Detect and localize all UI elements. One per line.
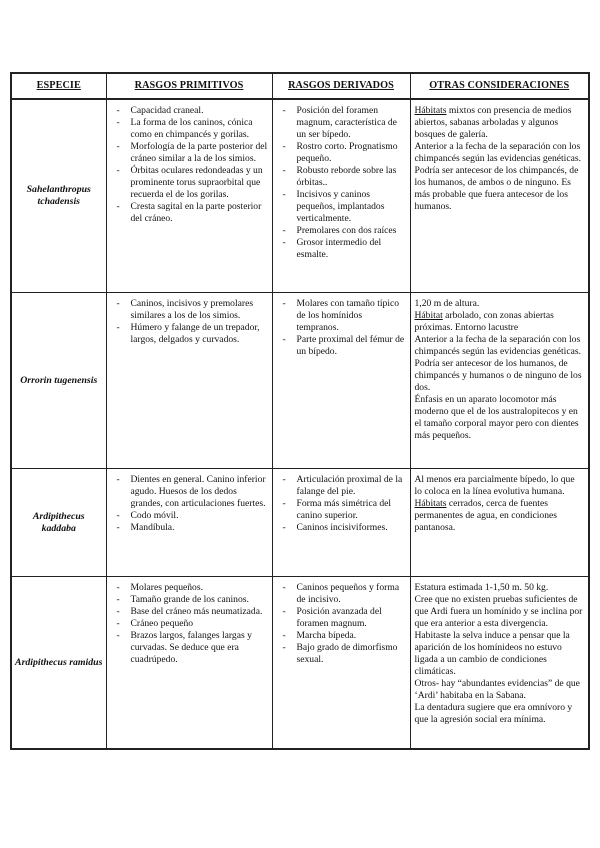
consideration-text: Podría ser antecesor de los humanos, de chimpancés y humanos o de ninguno de los dos. <box>414 358 582 393</box>
consideration-text: Cree que no existen pruebas suficientes de que Ardi fuera un homínido y se inclina por que era anterior a esta divergencia. <box>414 594 583 629</box>
consideration-paragraph <box>415 594 585 630</box>
consideration-paragraph <box>415 334 585 358</box>
table-row <box>11 293 589 469</box>
underlined-term: Hábitat <box>414 310 443 321</box>
list-item: - Caninos pequeños y forma de incisivo. <box>277 582 406 606</box>
primitive-traits-list <box>111 582 268 666</box>
species-name: Orrorin tugenensis <box>11 293 106 469</box>
underlined-term: Hábitats <box>414 105 447 116</box>
list-item: - Grosor intermedio del esmalte. <box>277 237 406 261</box>
list-item: - Dientes en general. Canino inferior agudo. Huesos de los dedos grandes, con articulaciones fuertes. <box>111 474 268 510</box>
list-item: - Articulación proximal de la falange del pie. <box>277 474 406 498</box>
species-name: Ardipithecus ramidus <box>11 577 106 750</box>
list-item: - La forma de los caninos, cónica como en chimpancés y gorilas. <box>111 117 268 141</box>
list-item: - Morfología de la parte posterior del cráneo similar a la de los simios. <box>111 141 268 165</box>
consideration-text: Énfasis en un aparato locomotor más moderno que el de los australopitecos y en el tamaño corporal mayor pero con dientes más pequeños. <box>414 394 579 441</box>
consideration-text: Al menos era parcialmente bípedo, lo que lo coloca en la línea evolutiva humana. <box>414 474 575 497</box>
header-rasgos-primitivos: RASGOS PRIMITIVOS <box>106 73 272 99</box>
list-item: - Tamaño grande de los caninos. <box>111 594 268 606</box>
consideration-text: Podría ser antecesor de los chimpancés, de los humanos, de ambos o de ninguno. Es más probable que fuera antecesor de los humanos. <box>414 165 579 212</box>
derived-traits-cell <box>272 577 410 750</box>
consideration-paragraph <box>415 394 585 442</box>
primitive-traits-cell <box>106 577 272 750</box>
primitive-traits-list <box>111 105 268 225</box>
consideration-text: Estatura estimada 1-1,50 m. 50 kg. <box>414 582 549 593</box>
derived-traits-cell <box>272 293 410 469</box>
list-item: - Rostro corto. Prognatismo pequeño. <box>277 141 406 165</box>
considerations-cell <box>410 99 589 293</box>
consideration-paragraph <box>415 105 585 141</box>
primitive-traits-cell <box>106 99 272 293</box>
species-name: Sahelanthropus tchadensis <box>11 99 106 293</box>
consideration-text: Habitaste la selva induce a pensar que la aparición de los homínideos no estuvo ligada a un cambio de condiciones climáticas. <box>414 630 570 677</box>
list-item: - Parte proximal del fémur de un bípedo. <box>277 334 406 358</box>
consideration-paragraph <box>415 498 585 534</box>
consideration-paragraph <box>415 702 585 726</box>
underlined-term: Hábitats <box>414 498 447 509</box>
list-item: - Húmero y falange de un trepador, largos, delgados y curvados. <box>111 322 268 346</box>
species-name: Ardipithecus kaddaba <box>11 469 106 577</box>
derived-traits-cell <box>272 469 410 577</box>
consideration-text: arbolado, con zonas abiertas próximas. Entorno lacustre <box>414 310 554 333</box>
considerations-cell <box>410 577 589 750</box>
consideration-paragraph <box>415 358 585 394</box>
consideration-paragraph <box>415 582 585 594</box>
consideration-paragraph <box>415 310 585 334</box>
table-header-row <box>11 73 589 99</box>
consideration-text: 1,20 m de altura. <box>414 298 480 309</box>
list-item: - Cresta sagital en la parte posterior del cráneo. <box>111 201 268 225</box>
list-item: - Base del cráneo más neumatizada. <box>111 606 268 618</box>
list-item: - Marcha bípeda. <box>277 630 406 642</box>
list-item: - Molares pequeños. <box>111 582 268 594</box>
table-body <box>11 99 589 749</box>
derived-traits-list <box>277 298 406 358</box>
consideration-paragraph <box>415 298 585 310</box>
species-comparison-document <box>10 72 588 750</box>
primitive-traits-list <box>111 474 268 534</box>
consideration-paragraph <box>415 630 585 678</box>
table-row <box>11 99 589 293</box>
list-item: - Caninos, incisivos y premolares similares a los de los simios. <box>111 298 268 322</box>
header-rasgos-derivados: RASGOS DERIVADOS <box>272 73 410 99</box>
list-item: - Capacidad craneal. <box>111 105 268 117</box>
consideration-paragraph <box>415 141 585 165</box>
list-item: - Bajo grado de dimorfismo sexual. <box>277 642 406 666</box>
list-item: - Robusto reborde sobre las órbitas.. <box>277 165 406 189</box>
table-row <box>11 577 589 750</box>
list-item: - Posición del foramen magnum, característica de un ser bípedo. <box>277 105 406 141</box>
consideration-text: Anterior a la fecha de la separación con los chimpancés según las evidencias genéticas. <box>414 141 581 164</box>
list-item: - Brazos largos, falanges largas y curvadas. Se deduce que era cuadrúpedo. <box>111 630 268 666</box>
consideration-text: mixtos con presencia de medios abiertos, sabanas arboladas y algunos bosques de galería. <box>414 105 572 140</box>
derived-traits-list <box>277 474 406 534</box>
consideration-text: La dentadura sugiere que era omnívoro y que la agresión social era mínima. <box>414 702 573 725</box>
considerations-cell <box>410 469 589 577</box>
list-item: - Caninos incisiviformes. <box>277 522 406 534</box>
considerations-cell <box>410 293 589 469</box>
list-item: - Codo móvil. <box>111 510 268 522</box>
list-item: - Mandíbula. <box>111 522 268 534</box>
primitive-traits-cell <box>106 469 272 577</box>
consideration-text: Otros- hay “abundantes evidencias” de que ‘Ardi’ habitaba en la Sabana. <box>414 678 580 701</box>
consideration-text: Anterior a la fecha de la separación con los chimpancés según las evidencias genéticas. <box>414 334 581 357</box>
primitive-traits-cell <box>106 293 272 469</box>
species-traits-table <box>10 72 590 750</box>
header-especie: ESPECIE <box>11 73 106 99</box>
consideration-paragraph <box>415 678 585 702</box>
list-item: - Órbitas oculares redondeadas y un prominente torus supraorbital que recuerda el de los gorilas. <box>111 165 268 201</box>
derived-traits-list <box>277 582 406 666</box>
consideration-paragraph <box>415 474 585 498</box>
list-item: - Forma más simétrica del canino superior. <box>277 498 406 522</box>
consideration-text: cerrados, cerca de fuentes permanentes de agua, en condiciones pantanosa. <box>414 498 558 533</box>
list-item: - Molares con tamaño típico de los homínidos tempranos. <box>277 298 406 334</box>
derived-traits-list <box>277 105 406 261</box>
header-otras-consideraciones: OTRAS CONSIDERACIONES <box>410 73 589 99</box>
list-item: - Premolares con dos raíces <box>277 225 406 237</box>
table-row <box>11 469 589 577</box>
derived-traits-cell <box>272 99 410 293</box>
list-item: - Posición avanzada del foramen magnum. <box>277 606 406 630</box>
list-item: - Incisivos y caninos pequeños, implantados verticalmente. <box>277 189 406 225</box>
list-item: - Cráneo pequeño <box>111 618 268 630</box>
consideration-paragraph <box>415 165 585 213</box>
primitive-traits-list <box>111 298 268 346</box>
